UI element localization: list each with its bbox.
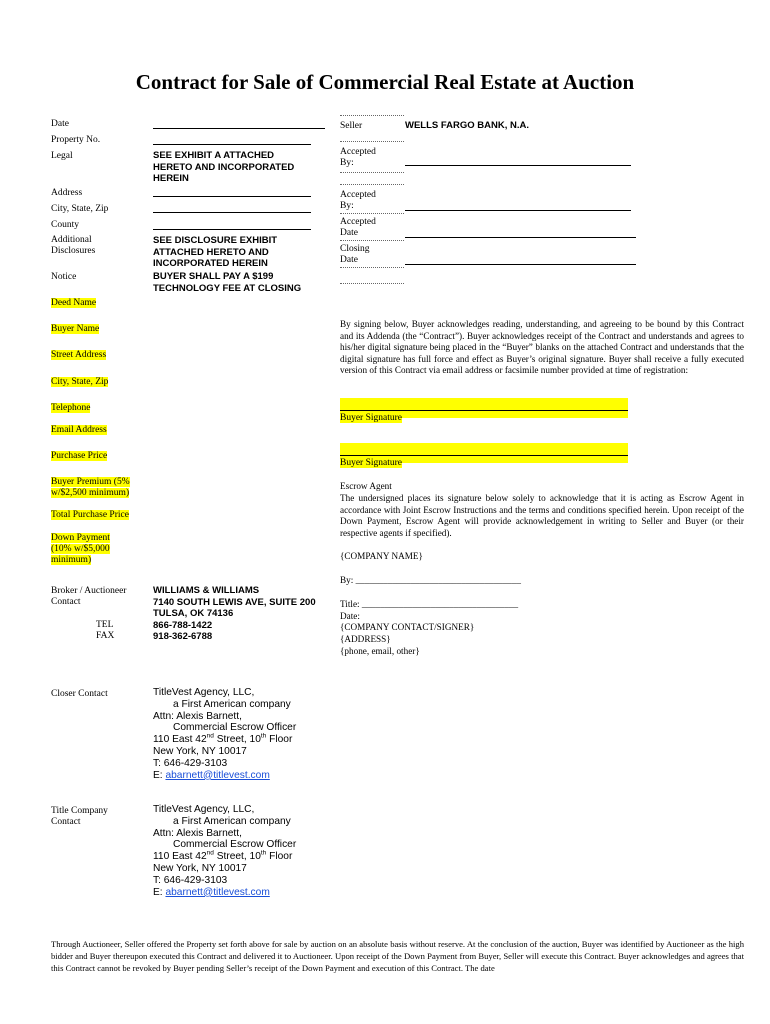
agency-company: a First American company <box>173 698 291 710</box>
property-no-label: Property No. <box>51 135 101 145</box>
city-state-zip-field[interactable] <box>153 212 311 213</box>
company-address: {ADDRESS} <box>340 634 391 644</box>
county-field[interactable] <box>153 229 311 230</box>
divider <box>340 240 404 241</box>
closer-contact-label: Closer Contact <box>51 689 108 699</box>
buyer-signature-line-1 <box>340 410 628 411</box>
seller-label: Seller <box>340 121 363 131</box>
buyer-signature-label-1: Buyer Signature <box>340 413 403 423</box>
fax-label: FAX <box>96 631 115 641</box>
legal-label: Legal <box>51 151 73 161</box>
divider <box>340 172 404 173</box>
company-name[interactable]: {COMPANY NAME} <box>340 551 423 561</box>
additional-disclosures-label: Additional Disclosures <box>51 235 96 256</box>
title-agency-name: TitleVest Agency, LLC, <box>153 804 255 815</box>
agency-street: 110 East 42nd Street, 10th Floor <box>153 732 293 746</box>
title-company-info <box>153 804 353 898</box>
purchase-price-label: Purchase Price <box>51 451 108 461</box>
title-agency-street: 110 East 42nd Street, 10th Floor <box>153 849 293 863</box>
title-company-label: Title Company Contact <box>51 806 108 827</box>
closing-date-label: Closing Date <box>340 244 370 265</box>
disclosures-value: SEE DISCLOSURE EXHIBIT ATTACHED HERETO AND INCORPORATED HEREIN <box>153 235 278 269</box>
closer-contact-info <box>153 687 353 781</box>
date-label: Date <box>51 119 69 129</box>
divider <box>340 267 404 268</box>
company-contact-signer: {COMPANY CONTACT/SIGNER} <box>340 622 475 632</box>
buyer-premium-label: Buyer Premium (5% w/$2,500 minimum) <box>51 477 130 498</box>
page-title: Contract for Sale of Commercial Real Estate at Auction <box>135 70 635 94</box>
county-label: County <box>51 220 79 230</box>
by-field[interactable]: By: ____________________________________ <box>340 575 521 585</box>
accepted-date-field[interactable] <box>405 237 636 238</box>
agency-phone: T: 646-429-3103 <box>153 757 228 769</box>
buyer-signature-line-2 <box>340 455 628 456</box>
date-field-escrow[interactable]: Date: <box>340 611 360 621</box>
deed-name-label: Deed Name <box>51 298 97 308</box>
title-agency-city: New York, NY 10017 <box>153 862 247 874</box>
city-state-zip-label: City, State, Zip <box>51 204 109 214</box>
broker-tel: 866-788-1422 <box>153 619 213 631</box>
buyer-name-label: Buyer Name <box>51 324 100 334</box>
buyer-signature-label-2: Buyer Signature <box>340 458 403 468</box>
accepted-by-label-2: Accepted By: <box>340 190 376 211</box>
agency-name: TitleVest Agency, LLC, <box>153 687 255 698</box>
title-agency-role: Commercial Escrow Officer <box>173 839 297 851</box>
divider <box>340 283 404 284</box>
title-agency-phone: T: 646-429-3103 <box>153 874 228 886</box>
closing-date-field[interactable] <box>405 264 636 265</box>
title-agency-email-line: E: abarnett@titlevest.com <box>153 886 270 898</box>
divider <box>340 141 404 142</box>
agency-role: Commercial Escrow Officer <box>173 722 297 734</box>
accepted-by-field-2[interactable] <box>405 210 631 211</box>
email-label: Email Address <box>51 425 107 435</box>
company-phone-email: {phone, email, other} <box>340 646 420 656</box>
notice-value: BUYER SHALL PAY A $199 TECHNOLOGY FEE AT CLOSING <box>153 271 302 294</box>
down-payment-label: Down Payment (10% w/$5,000 minimum) <box>51 533 110 565</box>
accepted-by-field-1[interactable] <box>405 165 631 166</box>
title-agency-email-link[interactable]: abarnett@titlevest.com <box>165 886 270 898</box>
broker-label: Broker / Auctioneer Contact <box>51 586 127 607</box>
broker-street: 7140 SOUTH LEWIS AVE, SUITE 200 <box>153 596 316 608</box>
title-agency-attn: Attn: Alexis Barnett, <box>153 827 242 839</box>
agreement-text: By signing below, Buyer acknowledges reading, understanding, and agreeing to be bound by this Contract and its Addenda (the “Contract”). Buyer acknowledges receipt of the Contract and understands and agrees to his/her digital signature being placed in the “Buyer” blanks on the attached Contract and understands that the digital signature has full force and effect as Buyer’s original signature. Buyer shall receive a fully executed version of this Contract via email address or facsimile number provided at time of registration: <box>340 319 744 376</box>
property-no-field[interactable] <box>153 144 311 145</box>
footer-text: Through Auctioneer, Seller offered the Property set forth above for sale by auction on an absolute basis without reserve. At the conclusion of the auction, Buyer was identified by Auctioneer as the high bidder and Buyer thereupon executed this Contract and delivered it to Auctioneer. Upon receipt of the Down Payment from Buyer, Seller will execute this Contract. Buyer acknowledges and agrees that this Contract cannot be revoked by Buyer pending Seller’s receipt of the Down Payment and execution of this Contract. The date <box>51 939 744 973</box>
seller-value: WELLS FARGO BANK, N.A. <box>405 120 530 131</box>
telephone-label: Telephone <box>51 403 91 413</box>
agency-attn: Attn: Alexis Barnett, <box>153 710 242 722</box>
address-label: Address <box>51 188 83 198</box>
date-field[interactable] <box>153 128 325 129</box>
escrow-text: The undersigned places its signature below solely to acknowledge that it is acting as Escrow Agent in accordance with Joint Escrow Instructions and the terms and conditions specified herein. Upon receipt of the Down Payment, Escrow Agent will provide acknowledgement in writing to Seller and Buyer (or their respective agents if specified). <box>340 493 744 538</box>
agency-email-line: E: abarnett@titlevest.com <box>153 769 270 781</box>
title-agency-company: a First American company <box>173 815 291 827</box>
tel-label: TEL <box>96 620 114 630</box>
accepted-by-label-1: Accepted By: <box>340 147 376 168</box>
total-purchase-price-label: Total Purchase Price <box>51 510 129 520</box>
title-field[interactable]: Title: __________________________________ <box>340 599 519 609</box>
legal-value: SEE EXHIBIT A ATTACHED HERETO AND INCORPORATED HEREIN <box>153 150 295 184</box>
buyer-city-label: City, State, Zip <box>51 377 109 387</box>
notice-label: Notice <box>51 272 77 282</box>
broker-fax: 918-362-6788 <box>153 631 213 642</box>
street-address-label: Street Address <box>51 350 107 360</box>
broker-name: WILLIAMS & WILLIAMS <box>153 585 260 596</box>
divider <box>340 213 404 214</box>
broker-city: TULSA, OK 74136 <box>153 608 234 619</box>
accepted-date-label: Accepted Date <box>340 217 376 238</box>
address-field[interactable] <box>153 196 311 197</box>
agency-email-link[interactable]: abarnett@titlevest.com <box>165 769 270 781</box>
escrow-agent-heading: Escrow Agent <box>340 481 392 491</box>
divider <box>340 115 404 116</box>
divider <box>340 184 404 185</box>
broker-info <box>153 585 343 643</box>
agency-city: New York, NY 10017 <box>153 745 247 757</box>
